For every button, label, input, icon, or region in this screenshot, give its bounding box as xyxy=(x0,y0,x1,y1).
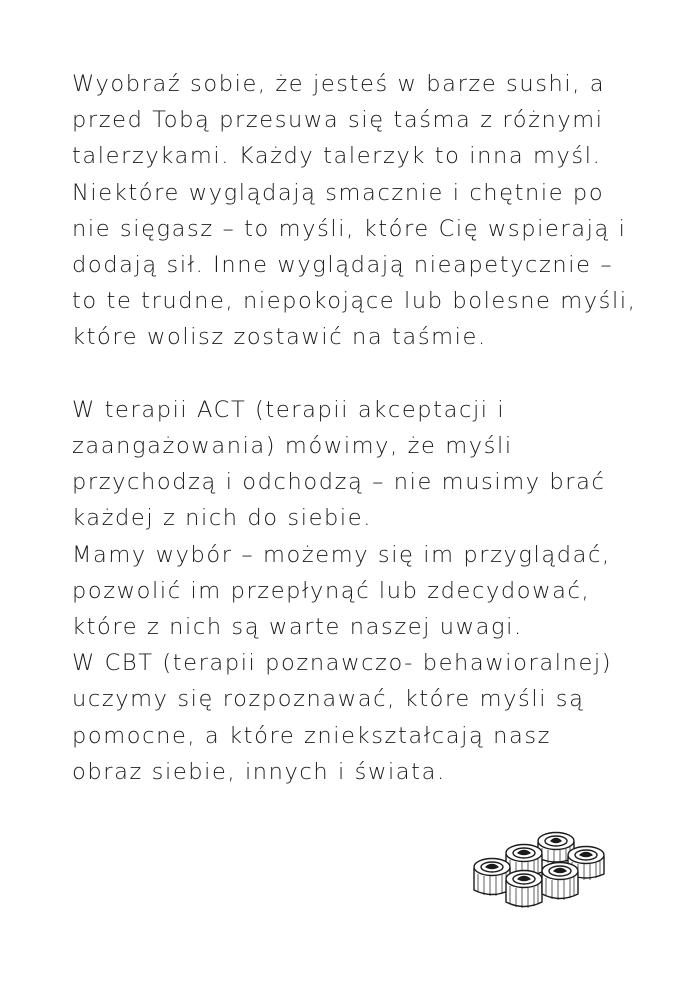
text-line: każdej z nich do siebie. xyxy=(72,505,372,532)
sushi-roll xyxy=(506,871,542,909)
text-line: to te trudne, niepokojące lub bolesne myśli, xyxy=(72,288,637,315)
text-block xyxy=(72,66,637,790)
text-line: obraz siebie, innych i świata. xyxy=(72,758,446,785)
paragraph-gap xyxy=(72,356,632,392)
text-line: które z nich są warte naszej uwagi. xyxy=(72,614,523,641)
text-line: Niektóre wyglądają smacznie i chętnie po xyxy=(72,179,605,206)
text-line: pomocne, a które zniekształcają nasz xyxy=(72,722,552,749)
sushi-roll xyxy=(474,859,510,897)
text-line: pozwolić im przepłynąć lub zdecydować, xyxy=(72,577,591,604)
paragraph-1 xyxy=(72,66,637,356)
sushi-roll xyxy=(542,863,578,901)
sushi-rolls-icon xyxy=(470,828,610,918)
text-line: W CBT (terapii poznawczo- behawioralnej) xyxy=(72,650,613,677)
text-line: zaangażowania) mówimy, że myśli xyxy=(72,433,513,460)
text-line: przed Tobą przesuwa się taśma z różnymi xyxy=(72,107,604,134)
text-line: dodają sił. Inne wyglądają nieapetycznie – xyxy=(72,252,614,279)
text-line: talerzykami. Każdy talerzyk to inna myśl. xyxy=(72,143,602,170)
text-line: Wyobraź sobie, że jesteś w barze sushi, a xyxy=(72,71,606,97)
text-line: które wolisz zostawić na taśmie. xyxy=(72,324,487,351)
text-line: nie sięgasz – to myśli, które Cię wspierają i xyxy=(72,215,627,242)
text-line: Mamy wybór – możemy się im przyglądać, xyxy=(72,541,611,568)
paragraph-2 xyxy=(72,392,632,790)
text-line: uczymy się rozpoznawać, które myśli są xyxy=(72,686,585,713)
text-line: przychodzą i odchodzą – nie musimy brać xyxy=(72,469,606,496)
text-line: W terapii ACT (terapii akceptacji i xyxy=(72,396,506,423)
